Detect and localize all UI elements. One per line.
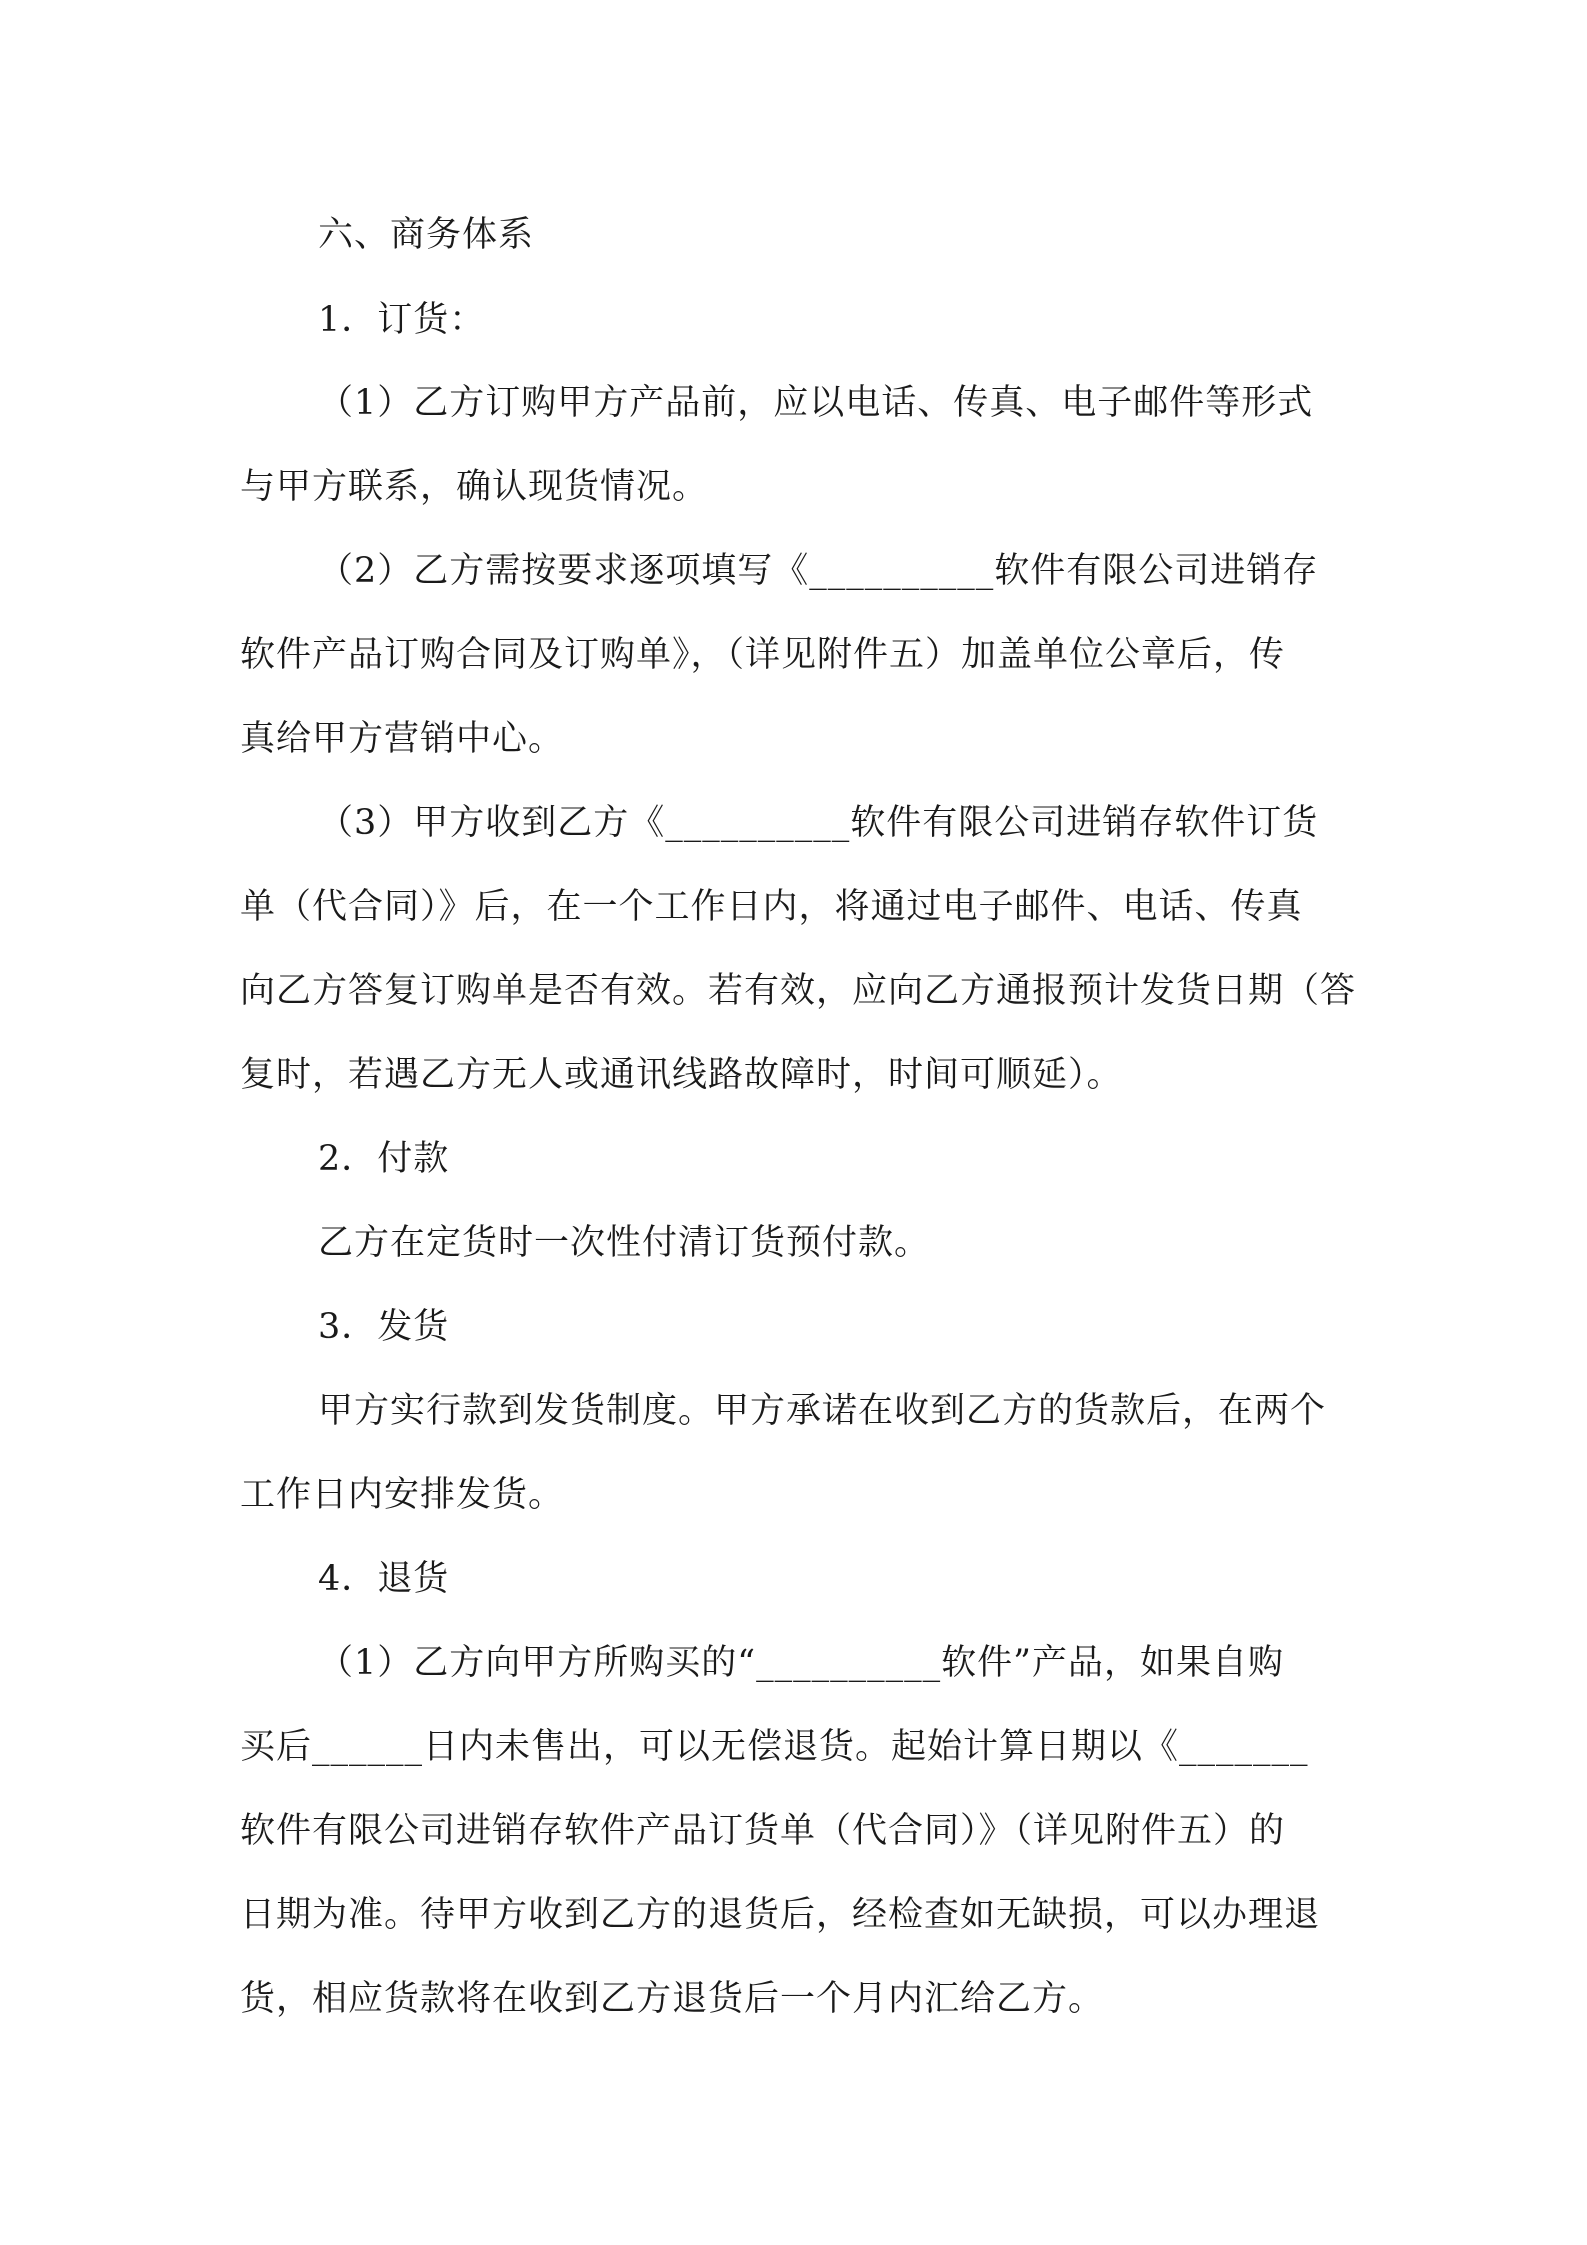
section-heading: 六、商务体系: [318, 215, 535, 255]
returns-p1-line3: 软件有限公司进销存软件产品订货单（代合同）》（详见附件五）的: [240, 1811, 1286, 1851]
ordering-p3-line2: 单（代合同）》后，在一个工作日内，将通过电子邮件、电话、传真: [240, 887, 1303, 927]
ordering-p3-line1: （3）甲方收到乙方《__________软件有限公司进销存软件订货: [318, 803, 1319, 843]
shipping-line2: 工作日内安排发货。: [240, 1475, 565, 1515]
ordering-p2-line2: 软件产品订购合同及订购单》，（详见附件五）加盖单位公章后，传: [240, 635, 1286, 675]
ordering-p1-line1: （1）乙方订购甲方产品前，应以电话、传真、电子邮件等形式: [318, 383, 1314, 423]
returns-p1-line5: 货，相应货款将在收到乙方退货后一个月内汇给乙方。: [240, 1979, 1105, 2019]
ordering-heading: 1．订货：: [318, 300, 486, 340]
returns-p1-line4: 日期为准。待甲方收到乙方的退货后，经检查如无缺损，可以办理退: [240, 1895, 1321, 1935]
shipping-line1: 甲方实行款到发货制度。甲方承诺在收到乙方的货款后，在两个: [318, 1391, 1327, 1431]
payment-heading: 2．付款: [318, 1139, 450, 1179]
shipping-heading: 3．发货: [318, 1307, 450, 1347]
ordering-p2-line3: 真给甲方营销中心。: [240, 719, 565, 759]
ordering-p3-line4: 复时，若遇乙方无人或通讯线路故障时，时间可顺延）。: [240, 1055, 1123, 1095]
returns-heading: 4．退货: [318, 1559, 450, 1599]
ordering-p2-line1: （2）乙方需按要求逐项填写《__________软件有限公司进销存: [318, 551, 1319, 591]
ordering-p1-line2: 与甲方联系，确认现货情况。: [240, 467, 709, 507]
returns-p1-line1: （1）乙方向甲方所购买的“__________软件”产品，如果自购: [318, 1643, 1285, 1683]
ordering-p3-line3: 向乙方答复订购单是否有效。若有效，应向乙方通报预计发货日期（答: [240, 971, 1357, 1011]
payment-line1: 乙方在定货时一次性付清订货预付款。: [318, 1223, 931, 1263]
returns-p1-line2: 买后______日内未售出，可以无偿退货。起始计算日期以《_______: [240, 1727, 1309, 1767]
